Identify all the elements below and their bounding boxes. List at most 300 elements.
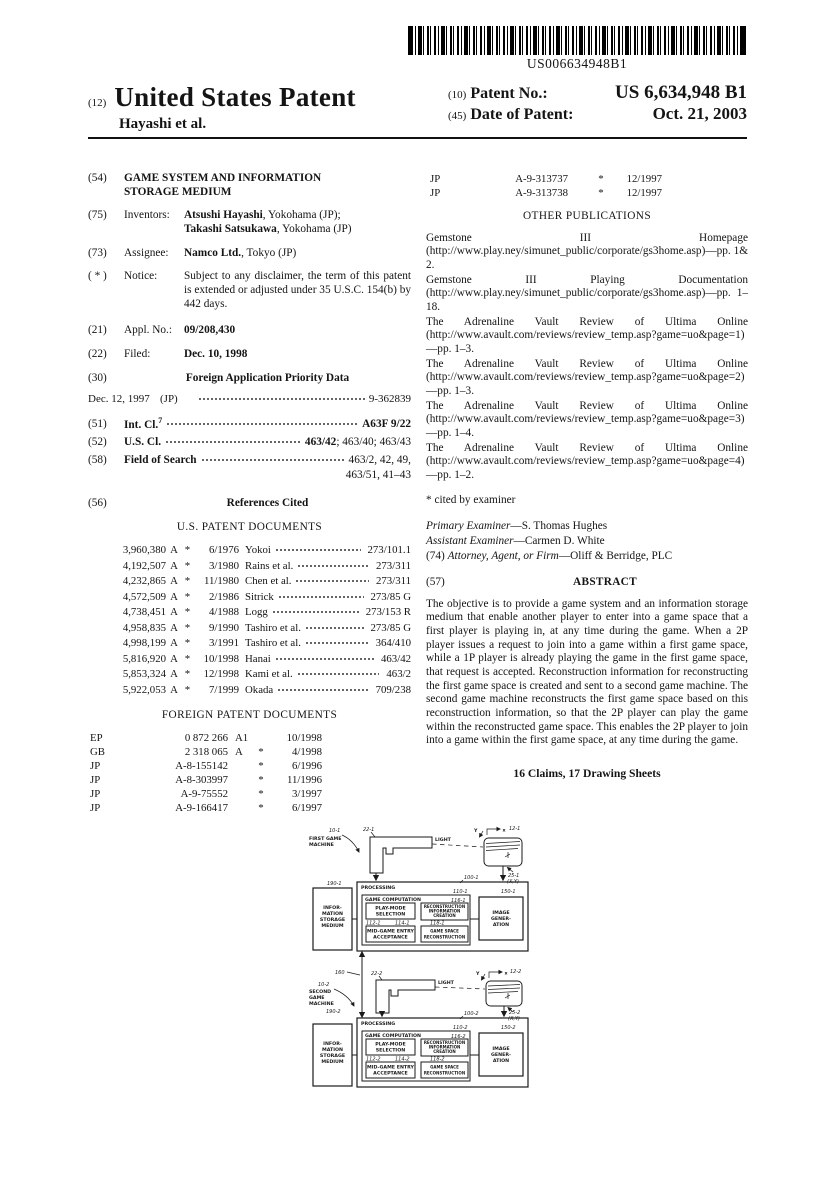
- screen-hatch: [488, 992, 518, 994]
- doc-date: 3/1980: [209, 559, 239, 572]
- doc-date: 11/1980: [204, 575, 239, 588]
- notice-text: Subject to any disclaimer, the term of this patent is extended or adjusted under 35 U.S.C. 154(b) by 442 days.: [184, 270, 411, 310]
- uscl-value-main: 463/42: [304, 435, 337, 448]
- doc-star: *: [184, 590, 191, 603]
- doc-no: A-8-155142: [175, 759, 228, 772]
- sec-num: (51): [88, 418, 107, 431]
- us-patent-docs-heading: U.S. PATENT DOCUMENTS: [176, 520, 323, 533]
- ref-label: 25-2: [509, 1010, 521, 1016]
- assistant-examiner-label: Assistant Examiner: [426, 534, 514, 547]
- doc-class: 273/311: [376, 559, 411, 572]
- doc-name: Sitrick: [245, 590, 274, 603]
- ref-label: 116-2: [451, 1034, 466, 1040]
- storage-text: MEDIUM: [321, 1060, 344, 1065]
- notice-label: Notice:: [124, 270, 158, 283]
- doc-star: *: [184, 559, 191, 572]
- foreign-priority-heading: Foreign Application Priority Data: [185, 371, 350, 384]
- doc-kind: A: [170, 683, 178, 696]
- abstract-heading: ABSTRACT: [573, 576, 637, 589]
- foreign-patent-docs-heading: FOREIGN PATENT DOCUMENTS: [161, 709, 338, 722]
- section-appl-no: [88, 324, 411, 338]
- ref-label: 190-2: [326, 1009, 341, 1015]
- country-code: JP: [430, 173, 441, 185]
- table-row: [88, 682, 411, 697]
- table-row: [88, 573, 411, 588]
- doc-star: *: [184, 683, 191, 696]
- image-gen-text: GENER-: [491, 917, 511, 922]
- country-code: JP: [90, 759, 101, 772]
- y-axis-arrow: [482, 974, 486, 980]
- doc-date: 12/1997: [626, 187, 662, 200]
- dot-leader: [295, 573, 369, 584]
- ref-label: 114-1: [395, 920, 410, 927]
- fos-value-line1: 463/2, 42, 49,: [348, 453, 411, 466]
- hit-point-marker: [505, 993, 510, 999]
- abstract-text: The objective is to provide a game system and an information storage medium that enable another player to enter into a game space that a first player is playing in, at any time during the game. When a 2P player issues a request to join into a game within a first game space, while a 1P player is already playing the game in the first game space, that request is accepted. Reconstruction information for reconstructing the first game space is created and sent to a second game machine. The second game machine reconstructs the first game space based on this reconstruction information, so that the 2P player can play the game within the reconstructed game space. This enables the 2P player to join into a game within the first game space, at any time during the game.: [426, 597, 748, 747]
- doc-no: 2 318 065: [184, 745, 228, 758]
- doc-no: 5,816,920: [122, 652, 166, 665]
- doc-name: Okada: [245, 683, 274, 696]
- table-row: [88, 604, 411, 619]
- doc-class: 273/101.1: [367, 544, 411, 557]
- assignee-label: Assignee:: [124, 246, 169, 259]
- section-int-cl: [88, 416, 411, 432]
- doc-no: 4,998,199: [122, 637, 166, 650]
- pointer-arrow: [334, 989, 354, 1006]
- doc-star: *: [258, 801, 264, 814]
- machine1-name: MACHINE: [309, 843, 334, 848]
- doc-no: 4,738,451: [122, 606, 166, 619]
- mid-game-text: MID-GAME ENTRY: [367, 1065, 414, 1071]
- patent-no-code: (10): [448, 89, 467, 101]
- country-code: GB: [90, 745, 105, 758]
- ref-label: 10-2: [318, 982, 330, 988]
- mid-game-text: ACCEPTANCE: [373, 935, 408, 941]
- section-references: [88, 497, 411, 511]
- sec-num: (52): [88, 435, 107, 448]
- intcl-sup: 7: [158, 415, 163, 425]
- doc-no: 5,853,324: [122, 668, 166, 681]
- doc-class: 273/85 G: [370, 621, 411, 634]
- publication-item: The Adrenaline Vault Review of Ultima Online (http://www.avault.com/reviews/review_temp.asp?game=uo&page=4)—pp. 1–2.: [426, 441, 748, 481]
- sec-num: (58): [88, 453, 107, 466]
- invention-title-line1: GAME SYSTEM AND INFORMATION: [124, 172, 322, 184]
- doc-kind: A: [170, 652, 178, 665]
- sec-num: ( * ): [88, 270, 107, 283]
- play-mode-text: SELECTION: [375, 1048, 406, 1054]
- dot-leader: [198, 391, 365, 402]
- foreign-patent-docs-table: [88, 731, 411, 815]
- ref-label: 118-1: [430, 920, 445, 927]
- body-columns: [88, 172, 748, 815]
- light-beam-line: [435, 987, 485, 989]
- primary-examiner-value: —S. Thomas Hughes: [510, 520, 608, 533]
- inventor-name: Takashi Satsukawa: [184, 222, 277, 235]
- machine1-name: FIRST GAME: [309, 837, 342, 842]
- image-gen-text: ATION: [492, 923, 510, 928]
- screen-hatch: [486, 842, 520, 844]
- attorney-label: Attorney, Agent, or Firm: [447, 549, 559, 562]
- header-left: [88, 82, 356, 133]
- intcl-label: Int. Cl.: [124, 418, 159, 431]
- y-axis-arrow: [480, 831, 484, 837]
- dot-leader: [305, 620, 364, 631]
- intcl-value: A63F 9/22: [362, 418, 411, 431]
- doc-no: 4,232,865: [122, 575, 166, 588]
- assignee-rest: , Tokyo (JP): [241, 246, 297, 259]
- leader-line: [347, 972, 360, 975]
- play-mode-text: PLAY-MODE: [375, 1042, 406, 1048]
- image-gen-text: IMAGE: [492, 1047, 510, 1052]
- doc-date: 3/1991: [209, 637, 239, 650]
- gsr-text: RECONSTRUCTION: [423, 1070, 466, 1076]
- dot-leader: [166, 416, 358, 427]
- doc-star: *: [598, 187, 604, 200]
- doc-name: Kami et al.: [245, 668, 293, 681]
- filed-value: Dec. 10, 1998: [184, 347, 248, 360]
- publication-item: Gemstone III Homepage (http://www.play.ney/simunet_public/corporate/gs3home.asp)—pp. 1& 2.: [426, 231, 749, 272]
- other-publications-list: [426, 232, 748, 483]
- doc-no: A-9-166417: [175, 801, 228, 814]
- table-row: [88, 558, 411, 573]
- table-row: [88, 635, 411, 650]
- inventor-rest: , Yokohama (JP): [276, 222, 352, 235]
- attorney-num: (74): [426, 549, 445, 562]
- doc-star: *: [184, 668, 191, 681]
- foreign-docs-continued: [426, 172, 748, 200]
- section-title: [88, 172, 411, 199]
- fig1-drawing: [306, 824, 532, 1092]
- ref-label: 118-2: [430, 1056, 445, 1063]
- table-row: [88, 620, 411, 635]
- priority-date: Dec. 12, 1997: [88, 393, 150, 406]
- dot-leader: [305, 635, 369, 646]
- processing-label: PROCESSING: [361, 886, 396, 891]
- examiner-block: [426, 520, 748, 563]
- table-row: [426, 186, 748, 200]
- sec-num: (22): [88, 347, 107, 360]
- doc-kind: A: [170, 621, 178, 634]
- storage-text: INFOR-: [323, 1042, 342, 1047]
- doc-star: *: [184, 544, 191, 557]
- computation-label: GAME COMPUTATION: [365, 1034, 421, 1039]
- ref-label: 100-1: [464, 875, 479, 881]
- dot-leader: [272, 604, 359, 615]
- dot-leader: [297, 558, 369, 569]
- ref-label: 12-2: [510, 969, 522, 975]
- dot-leader: [277, 682, 368, 693]
- light-label: LIGHT: [438, 981, 454, 986]
- table-row: [88, 651, 411, 666]
- figure-block: [306, 824, 532, 1097]
- ref-label: 100-2: [464, 1011, 479, 1017]
- table-row: [426, 172, 748, 186]
- doc-date: 9/1990: [209, 621, 239, 634]
- light-beam-line: [432, 844, 483, 847]
- doc-date: 11/1996: [287, 773, 322, 786]
- doc-class: 273/85 G: [370, 590, 411, 603]
- storage-text: STORAGE: [319, 918, 346, 923]
- doc-kind: A: [170, 575, 178, 588]
- doc-name: Hanai: [245, 652, 271, 665]
- ref-label: 160: [335, 970, 345, 976]
- country-code: JP: [90, 773, 101, 786]
- cited-by-examiner-note: * cited by examiner: [426, 493, 516, 506]
- section-notice: [88, 270, 411, 311]
- light-gun-icon: [370, 837, 432, 873]
- y-axis-label: Y: [474, 829, 478, 834]
- publication-item: The Adrenaline Vault Review of Ultima Online (http://www.avault.com/reviews/review_temp.asp?game=uo&page=2)—pp. 1–3.: [426, 357, 748, 397]
- publication-item: The Adrenaline Vault Review of Ultima Online (http://www.avault.com/reviews/review_temp.asp?game=uo&page=3)—pp. 1–4.: [426, 399, 748, 439]
- recon-text: CREATION: [433, 1049, 456, 1054]
- fos-value-line2: 463/51, 41–43: [345, 469, 411, 482]
- fos-label: Field of Search: [124, 453, 197, 466]
- doc-class: 273/153 R: [365, 606, 411, 619]
- doc-kind: A: [170, 544, 178, 557]
- doc-no: 4,958,835: [122, 621, 166, 634]
- abstract-heading-row: [426, 576, 748, 590]
- doc-no: 3,960,380: [122, 544, 166, 557]
- doc-star: *: [258, 759, 264, 772]
- uscl-value-rest: ; 463/40; 463/43: [336, 435, 411, 448]
- uscl-label: U.S. Cl.: [124, 435, 162, 448]
- gsr-text: GAME SPACE: [430, 1064, 459, 1070]
- doc-kind: A: [170, 606, 178, 619]
- inventor-rest: , Yokohama (JP);: [262, 209, 341, 222]
- doc-date: 12/1997: [626, 173, 662, 185]
- table-row: [88, 759, 411, 773]
- x-axis-arrow: [489, 972, 502, 978]
- doc-date: 12/1998: [203, 668, 239, 681]
- screen-hatch: [486, 849, 518, 851]
- ref-label: 150-1: [501, 889, 516, 895]
- ref-label: 110-2: [453, 1025, 468, 1031]
- table-row: [88, 666, 411, 681]
- doc-name: Tashiro et al.: [245, 621, 301, 634]
- doc-no: A-9-313737: [515, 173, 568, 185]
- ref-label: 112-2: [366, 1056, 381, 1063]
- recon-text: RECONSTRUCTION: [423, 1040, 466, 1045]
- sec-num: (57): [426, 576, 445, 589]
- doc-kind: A1: [235, 731, 249, 744]
- priority-country: (JP): [160, 393, 178, 406]
- ref-label: 190-1: [327, 881, 342, 887]
- assignee-name: Namco Ltd.: [184, 246, 242, 259]
- header-right: [448, 82, 747, 133]
- section-inventors: [88, 209, 411, 236]
- gsr-text: RECONSTRUCTION: [423, 934, 466, 940]
- doc-name: Tashiro et al.: [245, 637, 301, 650]
- dot-leader: [165, 434, 301, 445]
- kind-code: (12): [88, 97, 107, 109]
- doc-no: A-8-303997: [175, 773, 228, 786]
- doc-kind: A: [170, 668, 178, 681]
- sec-num: (56): [88, 496, 107, 509]
- header-rule: [88, 137, 747, 139]
- right-column: [426, 172, 748, 815]
- country-code: JP: [90, 787, 101, 800]
- doc-date: 6/1976: [209, 544, 239, 557]
- date-code: (45): [448, 110, 467, 122]
- table-row: [88, 542, 411, 557]
- doc-date: 10/1998: [286, 731, 322, 744]
- patent-no-label: Patent No.:: [470, 85, 548, 102]
- dot-leader: [275, 542, 361, 553]
- recon-text: RECONSTRUCTION: [423, 904, 466, 909]
- filed-label: Filed:: [124, 347, 151, 360]
- appl-label: Appl. No.:: [124, 324, 173, 337]
- screen-hatch: [488, 985, 520, 987]
- storage-text: MATION: [321, 1048, 344, 1053]
- section-filed: [88, 348, 411, 362]
- dot-leader: [278, 589, 364, 600]
- doc-date: 3/1997: [292, 787, 322, 800]
- other-publications-heading: OTHER PUBLICATIONS: [522, 210, 652, 223]
- inventors-label: Inventors:: [124, 209, 170, 222]
- references-heading: References Cited: [226, 496, 309, 509]
- ref-label: 114-2: [395, 1056, 410, 1063]
- screen-hatch: [486, 845, 520, 847]
- doc-kind: A: [170, 559, 178, 572]
- storage-text: MATION: [321, 912, 344, 917]
- doc-date: 4/1988: [209, 606, 239, 619]
- doc-star: *: [184, 606, 191, 619]
- doc-no: 5,922,053: [122, 683, 166, 696]
- doc-no: 4,192,507: [122, 559, 166, 572]
- doc-star: *: [184, 652, 191, 665]
- country-code: JP: [430, 187, 441, 200]
- table-row: [88, 745, 411, 759]
- ref-label: 12-1: [509, 826, 521, 832]
- storage-text: MEDIUM: [321, 924, 344, 929]
- barcode-number: US006634948B1: [526, 56, 628, 71]
- processing-label: PROCESSING: [361, 1022, 396, 1027]
- table-row: [88, 801, 411, 815]
- ref-label: 22-1: [363, 827, 375, 833]
- sec-num: (21): [88, 324, 107, 337]
- left-column: [88, 172, 411, 815]
- play-mode-text: SELECTION: [375, 912, 406, 918]
- y-axis-label: Y: [476, 972, 480, 977]
- section-field-of-search: [88, 452, 411, 468]
- recon-text: INFORMATION: [428, 908, 461, 914]
- recon-text: INFORMATION: [428, 1044, 461, 1050]
- doc-kind: A: [170, 590, 178, 603]
- pointer-arrow: [342, 835, 359, 852]
- section-foreign-priority: [88, 372, 411, 386]
- doc-name: Logg: [245, 606, 268, 619]
- pointer-arrow: [508, 868, 514, 873]
- date-value: Oct. 21, 2003: [652, 104, 747, 123]
- doc-class: 364/410: [375, 637, 411, 650]
- table-row: [88, 787, 411, 801]
- x-axis-label: x: [504, 971, 508, 977]
- doc-star: *: [258, 745, 264, 758]
- header: [88, 82, 747, 133]
- mid-game-text: MID-GAME ENTRY: [367, 929, 414, 935]
- primary-examiner-label: Primary Examiner: [426, 520, 511, 533]
- doc-no: A-9-313738: [515, 187, 568, 200]
- image-gen-text: GENER-: [491, 1053, 511, 1058]
- dot-leader: [275, 651, 374, 662]
- doc-class: 463/2: [386, 668, 411, 681]
- ref-label: 150-2: [501, 1025, 516, 1031]
- doc-kind: A: [170, 637, 178, 650]
- doc-date: 10/1998: [203, 652, 239, 665]
- machine2-name: MACHINE: [309, 1002, 334, 1007]
- machine1-group: [309, 826, 528, 951]
- doc-date: 4/1998: [292, 745, 322, 758]
- doc-class: 273/311: [376, 575, 411, 588]
- invention-title-line2: STORAGE MEDIUM: [124, 185, 232, 198]
- barcode-block: [408, 26, 746, 72]
- ref-label: 10-1: [329, 828, 341, 834]
- priority-number: 9-362839: [368, 393, 411, 406]
- doc-date: 2/1986: [209, 590, 239, 603]
- doc-class: 709/238: [375, 683, 411, 696]
- dot-leader: [297, 666, 380, 677]
- doc-star: *: [184, 621, 191, 634]
- light-gun-icon: [376, 980, 435, 1013]
- coords-label: (X,Y): [508, 1016, 520, 1022]
- doc-no: 4,572,509: [122, 590, 166, 603]
- storage-text: INFOR-: [323, 906, 342, 911]
- machine2-name: GAME: [309, 996, 325, 1001]
- sec-num: (30): [88, 371, 107, 384]
- doc-star: *: [258, 773, 264, 786]
- image-gen-text: IMAGE: [492, 911, 510, 916]
- us-patent-docs-table: [88, 542, 411, 697]
- ref-label: 25-1: [508, 873, 520, 879]
- dot-leader: [201, 452, 345, 463]
- doc-no: A-9-75552: [180, 787, 228, 800]
- doc-date: 6/1996: [292, 759, 322, 772]
- section-assignee: [88, 247, 411, 261]
- doc-star: *: [184, 637, 191, 650]
- doc-star: *: [258, 787, 264, 800]
- country-code: EP: [90, 731, 103, 744]
- mid-game-text: ACCEPTANCE: [373, 1071, 408, 1077]
- assistant-examiner-value: —Carmen D. White: [513, 534, 605, 547]
- doc-name: Rains et al.: [245, 559, 294, 572]
- patent-no-value: US 6,634,948 B1: [615, 82, 747, 103]
- barcode-image: [408, 26, 746, 55]
- storage-text: STORAGE: [319, 1054, 346, 1059]
- sec-num: (75): [88, 209, 107, 222]
- attorney-value: —Oliff & Berridge, PLC: [558, 549, 673, 562]
- doc-date: 7/1999: [209, 683, 239, 696]
- x-axis-arrow: [487, 829, 500, 835]
- screen-hatch: [488, 988, 520, 990]
- hit-point-marker: [505, 852, 510, 858]
- sec-num: (54): [88, 172, 107, 184]
- ref-label: 116-1: [451, 898, 466, 904]
- computation-label: GAME COMPUTATION: [365, 898, 421, 903]
- author-line: Hayashi et al.: [119, 116, 207, 132]
- claims-line: 16 Claims, 17 Drawing Sheets: [513, 767, 661, 781]
- country-code: JP: [90, 801, 101, 814]
- publication-item: Gemstone III Playing Documentation (http://www.play.ney/simunet_public/corporate/gs3home.asp)—pp. 1–18.: [426, 273, 748, 313]
- light-label: LIGHT: [435, 838, 451, 843]
- publication-item: The Adrenaline Vault Review of Ultima Online (http://www.avault.com/reviews/review_temp.asp?game=uo&page=1)—pp. 1–3.: [426, 315, 748, 355]
- appl-value: 09/208,430: [184, 324, 236, 337]
- machine2-name: SECOND: [309, 990, 332, 995]
- date-label: Date of Patent:: [470, 106, 574, 123]
- doc-no: 0 872 266: [184, 731, 228, 744]
- table-row: [88, 731, 411, 745]
- x-axis-label: x: [502, 828, 506, 834]
- doc-date: 6/1997: [292, 801, 322, 814]
